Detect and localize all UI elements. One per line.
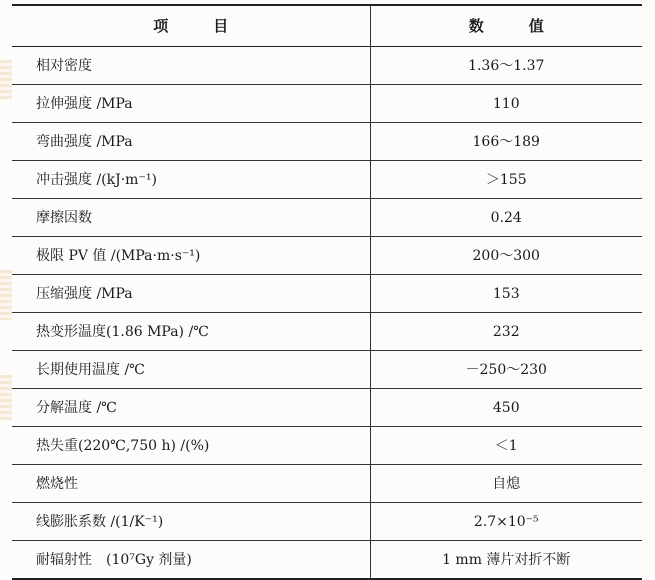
row-item: 压缩强度 /MPa <box>12 275 370 313</box>
table-row <box>12 541 642 580</box>
row-value: 166～189 <box>370 123 642 161</box>
row-value: 2.7×10⁻⁵ <box>370 503 642 541</box>
table-row <box>12 465 642 503</box>
scan-artifact <box>0 375 12 420</box>
table-row <box>12 47 642 85</box>
table-body <box>12 47 642 580</box>
row-value: 153 <box>370 275 642 313</box>
row-value: －250～230 <box>370 351 642 389</box>
row-value: ＞155 <box>370 161 642 199</box>
row-item: 线膨胀系数 /(1/K⁻¹) <box>12 503 370 541</box>
row-item: 耐辐射性 (10⁷Gy 剂量) <box>12 541 370 580</box>
table-row <box>12 503 642 541</box>
row-item: 燃烧性 <box>12 465 370 503</box>
table-row <box>12 275 642 313</box>
row-item: 分解温度 /℃ <box>12 389 370 427</box>
table-header <box>12 5 642 47</box>
table-row <box>12 237 642 275</box>
table-row <box>12 85 642 123</box>
header-row <box>12 5 642 47</box>
row-item: 拉伸强度 /MPa <box>12 85 370 123</box>
table-row <box>12 351 642 389</box>
scan-artifact <box>0 60 12 100</box>
row-value: 1 mm 薄片对折不断 <box>370 541 642 580</box>
row-item: 冲击强度 /(kJ·m⁻¹) <box>12 161 370 199</box>
row-item: 热变形温度(1.86 MPa) /℃ <box>12 313 370 351</box>
row-value: 200～300 <box>370 237 642 275</box>
row-value: 1.36～1.37 <box>370 47 642 85</box>
table-row <box>12 313 642 351</box>
scan-artifact <box>0 270 12 320</box>
row-item: 热失重(220℃,750 h) /(%) <box>12 427 370 465</box>
table-row <box>12 161 642 199</box>
row-value: 232 <box>370 313 642 351</box>
row-item: 弯曲强度 /MPa <box>12 123 370 161</box>
row-value: 0.24 <box>370 199 642 237</box>
row-value: 110 <box>370 85 642 123</box>
row-value: ＜1 <box>370 427 642 465</box>
table-row <box>12 199 642 237</box>
table-row <box>12 389 642 427</box>
header-item: 项 目 <box>12 5 370 47</box>
row-item: 极限 PV 值 /(MPa·m·s⁻¹) <box>12 237 370 275</box>
properties-table <box>12 4 642 580</box>
row-item: 长期使用温度 /℃ <box>12 351 370 389</box>
row-item: 摩擦因数 <box>12 199 370 237</box>
row-value: 自熄 <box>370 465 642 503</box>
row-item: 相对密度 <box>12 47 370 85</box>
row-value: 450 <box>370 389 642 427</box>
table-row <box>12 123 642 161</box>
header-value: 数 值 <box>370 5 642 47</box>
table-row <box>12 427 642 465</box>
